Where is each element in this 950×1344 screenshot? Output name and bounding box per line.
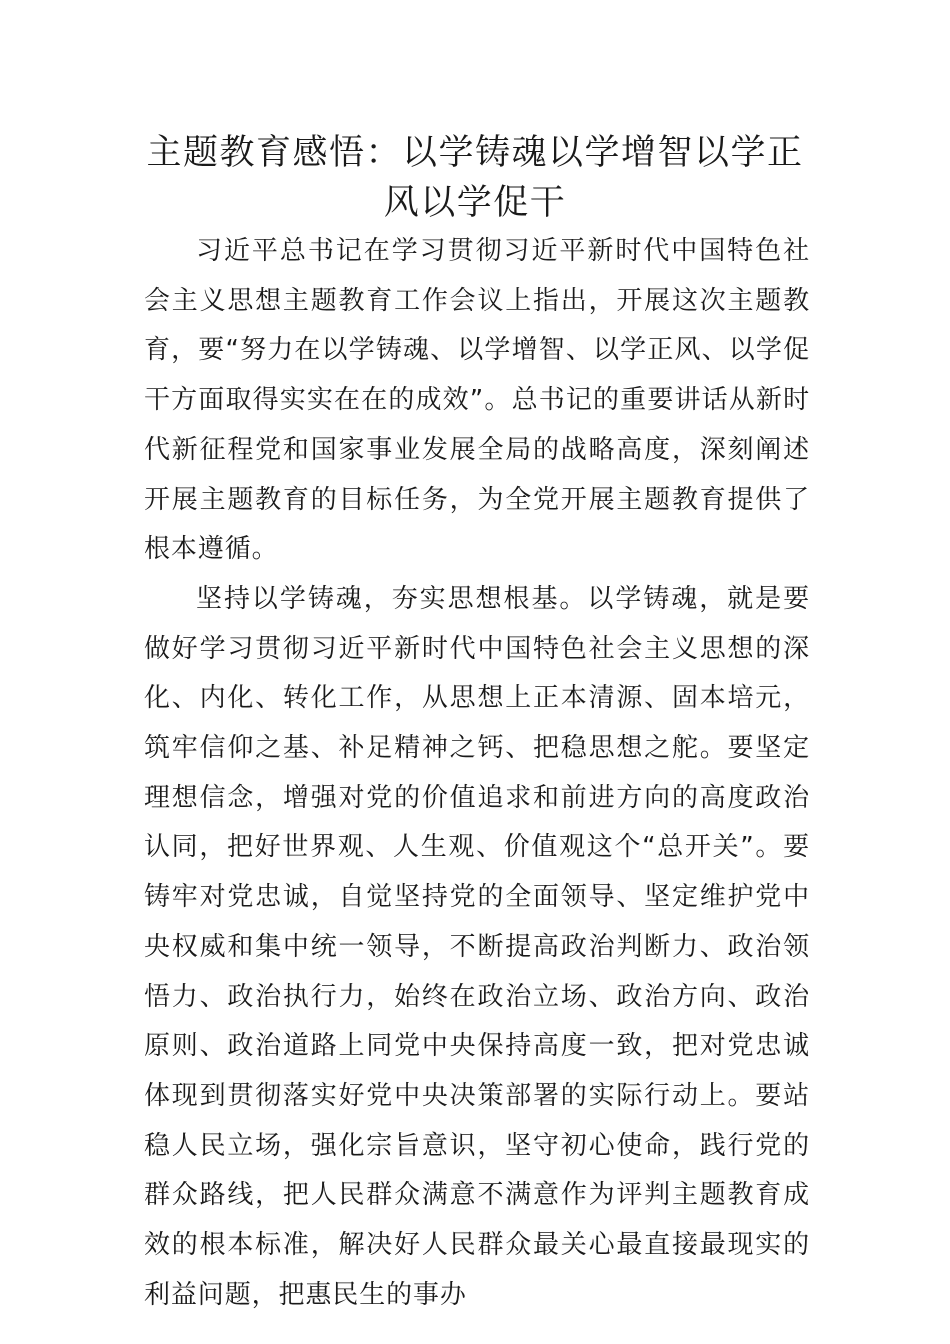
document-body [144,227,810,1320]
paragraph-soul: 坚持以学铸魂，夯实思想根基。以学铸魂，就是要做好学习贯彻习近平新时代中国特色社会主义思想的深化、内化、转化工作，从思想上正本清源、固本培元，筑牢信仰之基、补足精神之钙、把稳思想之舵。要坚定理想信念，增强对党的价值追求和前进方向的高度政治认同，把好世界观、人生观、价值观这个“总开关”。要铸牢对党忠诚，自觉坚持党的全面领导、坚定维护党中央权威和集中统一领导，不断提高政治判断力、政治领悟力、政治执行力，始终在政治立场、政治方向、政治原则、政治道路上同党中央保持高度一致，把对党忠诚体现到贯彻落实好党中央决策部署的实际行动上。要站稳人民立场，强化宗旨意识，坚守初心使命，践行党的群众路线，把人民群众满意不满意作为评判主题教育成效的根本标准，解决好人民群众最关心最直接最现实的利益问题，把惠民生的事办 [144,583,810,1310]
paragraph-intro: 习近平总书记在学习贯彻习近平新时代中国特色社会主义思想主题教育工作会议上指出，开展这次主题教育，要“努力在以学铸魂、以学增智、以学正风、以学促干方面取得实实在在的成效”。总书记的重要讲话从新时代新征程党和国家事业发展全局的战略高度，深刻阐述开展主题教育的目标任务，为全党开展主题教育提供了根本遵循。 [144,236,810,565]
document-title: 主题教育感悟：以学铸魂以学增智以学正风以学促干 [146,133,804,223]
